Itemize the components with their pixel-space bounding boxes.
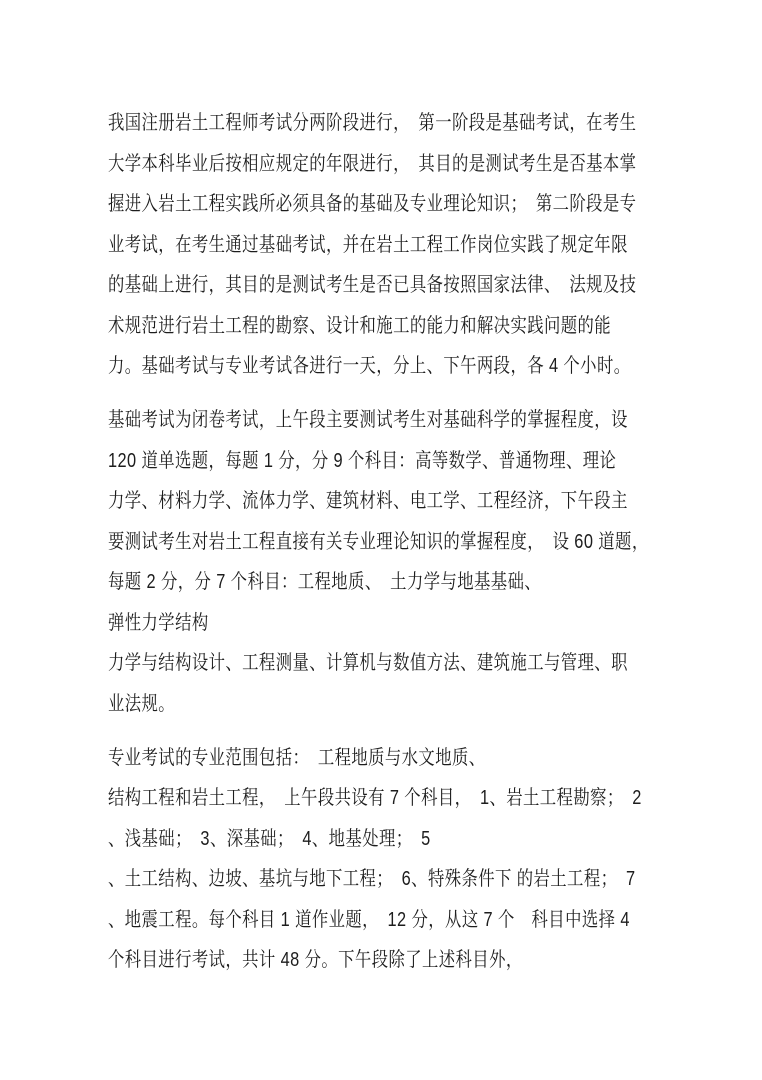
text-line: 专业考试的专业范围包括： 工程地质与水文地质、 bbox=[108, 746, 486, 769]
paragraph-exam-overview bbox=[108, 103, 650, 387]
text-line: 业法规。 bbox=[108, 692, 176, 715]
text-line: 力学、材料力学、流体力学、建筑材料、电工学、工程经济，下午段主 bbox=[108, 490, 628, 512]
text-line: 力学与结构设计、工程测量、计算机与数值方法、建筑施工与管理、职 bbox=[108, 652, 628, 674]
paragraph-basic-exam bbox=[108, 400, 650, 724]
text-line: 弹性力学结构 bbox=[108, 611, 209, 634]
text-line: 个科目进行考试，共计 48 分。下午段除了上述科目外， bbox=[108, 949, 523, 971]
text-line: 要测试考生对岩土工程直接有关专业理论知识的掌握程度， 设 60 道题， bbox=[108, 530, 649, 553]
text-line: 我国注册岩土工程师考试分两阶段进行， 第一阶段是基础考试，在考生 bbox=[108, 112, 637, 134]
document-content bbox=[108, 103, 650, 981]
text-line: 、土工结构、边坡、基坑与地下工程； 6、特殊条件下 的岩土工程； 7 bbox=[108, 868, 636, 890]
text-line: 大学本科毕业后按相应规定的年限进行， 其目的是测试考生是否基本掌 bbox=[108, 152, 637, 175]
text-line: 结构工程和岩土工程， 上午段共设有 7 个科目， 1、岩土工程勘察； 2 bbox=[108, 787, 642, 809]
text-line: 的基础上进行，其目的是测试考生是否已具备按照国家法律、 法规及技 bbox=[108, 274, 637, 296]
text-line: 120 道单选题，每题 1 分，分 9 个科目：高等数学、普通物理、理论 bbox=[108, 449, 617, 472]
text-line: 力。基础考试与专业考试各进行一天，分上、下午两段，各 4 个小时。 bbox=[108, 355, 631, 377]
text-line: 每题 2 分，分 7 个科目：工程地质、 土力学与地基基础、 bbox=[108, 571, 542, 593]
text-line: 、地震工程。每个科目 1 道作业题， 12 分，从这 7 个 科目中选择 4 bbox=[108, 908, 630, 931]
paragraph-professional-exam bbox=[108, 738, 650, 981]
text-line: 业考试，在考生通过基础考试，并在岩土工程工作岗位实践了规定年限 bbox=[108, 233, 628, 256]
text-line: 、浅基础； 3、深基础； 4、地基处理； 5 bbox=[108, 827, 431, 850]
text-line: 基础考试为闭卷考试，上午段主要测试考生对基础科学的掌握程度，设 bbox=[108, 409, 628, 431]
text-line: 握进入岩土工程实践所必须具备的基础及专业理论知识； 第二阶段是专 bbox=[108, 193, 637, 215]
text-line: 术规范进行岩土工程的勘察、设计和施工的能力和解决实践问题的能 bbox=[108, 314, 612, 337]
